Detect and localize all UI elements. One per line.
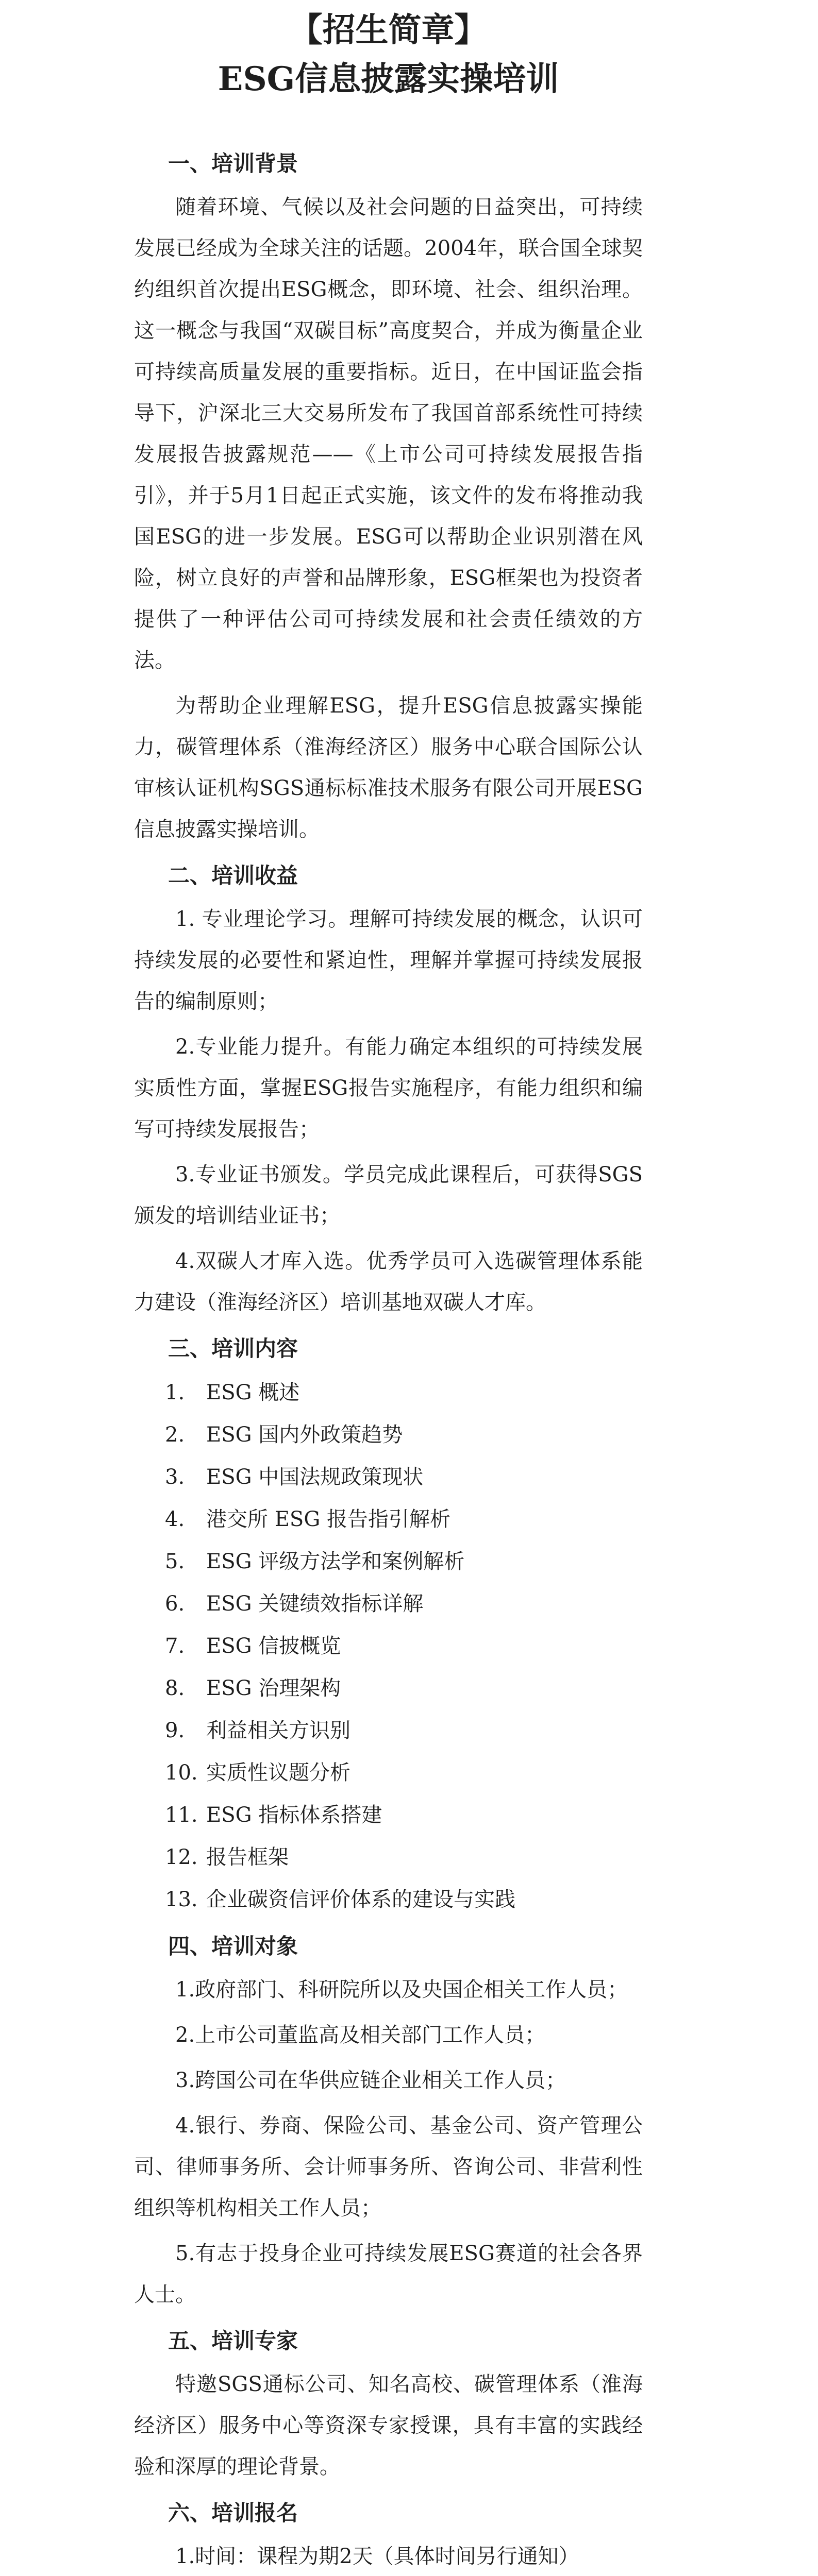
section-background [134,141,643,850]
paragraph: 为帮助企业理解ESG，提升ESG信息披露实操能力，碳管理体系（淮海经济区）服务中心联合国际公认审核认证机构SGS通标标准技术服务有限公司开展ESG信息披露实操培训。 [134,694,643,841]
item-text: ESG 信披概览 [206,1634,341,1658]
section-heading: 三、培训内容 [168,1336,298,1361]
brochure-tag: 【招生简章】 [289,11,488,49]
section-benefits [134,853,643,1323]
list-item [134,1794,643,1836]
item-number: 11. [165,1803,198,1827]
page-title: ESG信息披露实操培训 [218,60,559,98]
paragraph: 3.跨国公司在华供应链企业相关工作人员； [175,2069,566,2092]
list-item [134,1667,643,1709]
section-audience [134,1924,643,2315]
paragraph: 3.专业证书颁发。学员完成此课程后，可获得SGS颁发的培训结业证书； [134,1163,643,1228]
item-text: 企业碳资信评价体系的建设与实践 [206,1888,515,1911]
item-number: 10. [165,1761,198,1785]
item-text: ESG 评级方法学和案例解析 [206,1550,465,1573]
list-item [134,1878,643,1921]
list-item [134,1414,643,1456]
section-heading: 四、培训对象 [168,1934,298,1959]
paragraph: 2.专业能力提升。有能力确定本组织的可持续发展实质性方面，掌握ESG报告实施程序，有能力组织和编写可持续发展报告； [134,1035,643,1141]
item-number: 12. [165,1845,198,1869]
content-list [134,1371,643,1921]
list-item [134,1456,643,1498]
item-number: 6. [165,1592,185,1616]
list-item [134,1836,643,1878]
item-number: 7. [165,1634,185,1658]
section-heading: 一、培训背景 [168,151,298,176]
item-text: 实质性议题分析 [206,1761,350,1785]
section-heading: 五、培训专家 [168,2328,298,2353]
section-heading: 二、培训收益 [168,863,298,888]
item-number: 1. [165,1381,185,1404]
item-text: ESG 指标体系搭建 [206,1803,382,1827]
section-heading: 六、培训报名 [168,2500,298,2526]
paragraph: 特邀SGS通标公司、知名高校、碳管理体系（淮海经济区）服务中心等资深专家授课，具有丰富的实践经验和深厚的理论背景。 [134,2372,643,2479]
item-number: 8. [165,1676,185,1700]
list-item [134,1498,643,1540]
item-text: 港交所 ESG 报告指引解析 [206,1507,450,1531]
item-number: 3. [165,1465,185,1489]
paragraph: 随着环境、气候以及社会问题的日益突出，可持续发展已经成为全球关注的话题。2004年，联合国全球契约组织首次提出ESG概念，即环境、社会、组织治理。这一概念与我国“双碳目标”高度契合，并成为衡量企业可持续高质量发展的重要指标。近日，在中国证监会指导下，沪深北三大交易所发布了我国首部系统性可持续发展报告披露规范——《上市公司可持续发展报告指引》，并于5月1日起正式实施，该文件的发布将推动我国ESG的进一步发展。ESG可以帮助企业识别潜在风险，树立良好的声誉和品牌形象，ESG框架也为投资者提供了一种评估公司可持续发展和社会责任绩效的方法。 [134,195,643,672]
item-number: 4. [165,1507,185,1531]
item-text: ESG 概述 [206,1381,300,1404]
item-number: 13. [165,1888,198,1911]
list-item [134,1625,643,1667]
paragraph: 1. 专业理论学习。理解可持续发展的概念，认识可持续发展的必要性和紧迫性，理解并掌握可持续发展报告的编制原则； [134,907,643,1013]
list-item [134,1709,643,1752]
section-content [134,1326,643,1921]
section-signup [134,2490,643,2576]
item-text: ESG 治理架构 [206,1676,341,1700]
paragraph: 4.双碳人才库入选。优秀学员可入选碳管理体系能力建设（淮海经济区）培训基地双碳人才库。 [134,1249,643,1314]
item-text: ESG 国内外政策趋势 [206,1423,403,1447]
paragraph: 5.有志于投身企业可持续发展ESG赛道的社会各界人士。 [134,2242,643,2307]
paragraph: 1.时间：课程为期2天（具体时间另行通知） [175,2545,579,2568]
item-text: ESG 关键绩效指标详解 [206,1592,424,1616]
list-item [134,1752,643,1794]
item-text: 利益相关方识别 [206,1719,350,1742]
paragraph: 4.银行、券商、保险公司、基金公司、资产管理公司、律师事务所、会计师事务所、咨询公司、非营利性组织等机构相关工作人员； [134,2114,643,2220]
paragraph: 2.上市公司董监高及相关部门工作人员； [175,2023,546,2047]
list-item [134,1371,643,1414]
section-experts [134,2318,643,2487]
item-number: 2. [165,1423,185,1447]
paragraph: 1.政府部门、科研院所以及央国企相关工作人员； [175,1978,628,2002]
item-number: 9. [165,1719,185,1742]
list-item [134,1540,643,1583]
item-text: 报告框架 [206,1845,289,1869]
list-item [134,1583,643,1625]
item-text: ESG 中国法规政策现状 [206,1465,424,1489]
item-number: 5. [165,1550,185,1573]
